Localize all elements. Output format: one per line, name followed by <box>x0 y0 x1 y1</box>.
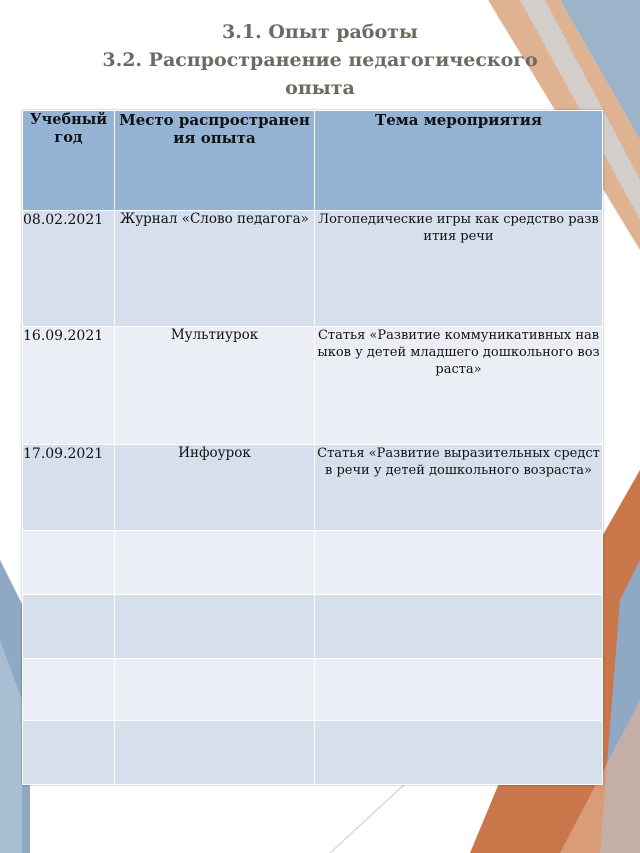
page-title <box>40 18 600 102</box>
cell-topic <box>315 531 603 595</box>
title-line-1: 3.1. Опыт работы <box>222 21 418 43</box>
cell-date: 16.09.2021 <box>23 327 115 445</box>
table-row <box>23 445 603 531</box>
table-row <box>23 531 603 595</box>
cell-topic: Статья «Развитие выразительных средств речи у детей дошкольного возраста» <box>315 445 603 531</box>
cell-topic: Логопедические игры как средство развития речи <box>315 211 603 327</box>
cell-date <box>23 595 115 659</box>
cell-place <box>115 721 315 785</box>
table-header-row <box>23 111 603 211</box>
header-topic: Тема мероприятия <box>315 111 603 211</box>
cell-topic <box>315 595 603 659</box>
cell-topic: Статья «Развитие коммуникативных навыков у детей младшего дошкольного возраста» <box>315 327 603 445</box>
table-row <box>23 595 603 659</box>
cell-place <box>115 531 315 595</box>
table-row <box>23 211 603 327</box>
cell-date: 08.02.2021 <box>23 211 115 327</box>
table-row <box>23 659 603 721</box>
header-academic-year: Учебный год <box>23 111 115 211</box>
title-line-2: 3.2. Распространение педагогического <box>102 49 538 71</box>
cell-date <box>23 659 115 721</box>
cell-place: Инфоурок <box>115 445 315 531</box>
cell-place: Журнал «Слово педагога» <box>115 211 315 327</box>
cell-place <box>115 595 315 659</box>
table-row <box>23 327 603 445</box>
cell-date <box>23 721 115 785</box>
experience-table <box>22 110 603 785</box>
cell-date: 17.09.2021 <box>23 445 115 531</box>
cell-date <box>23 531 115 595</box>
cell-place: Мультиурок <box>115 327 315 445</box>
cell-topic <box>315 721 603 785</box>
cell-place <box>115 659 315 721</box>
cell-topic <box>315 659 603 721</box>
header-place: Место распространения опыта <box>115 111 315 211</box>
table-row <box>23 721 603 785</box>
title-line-3: опыта <box>285 77 355 99</box>
